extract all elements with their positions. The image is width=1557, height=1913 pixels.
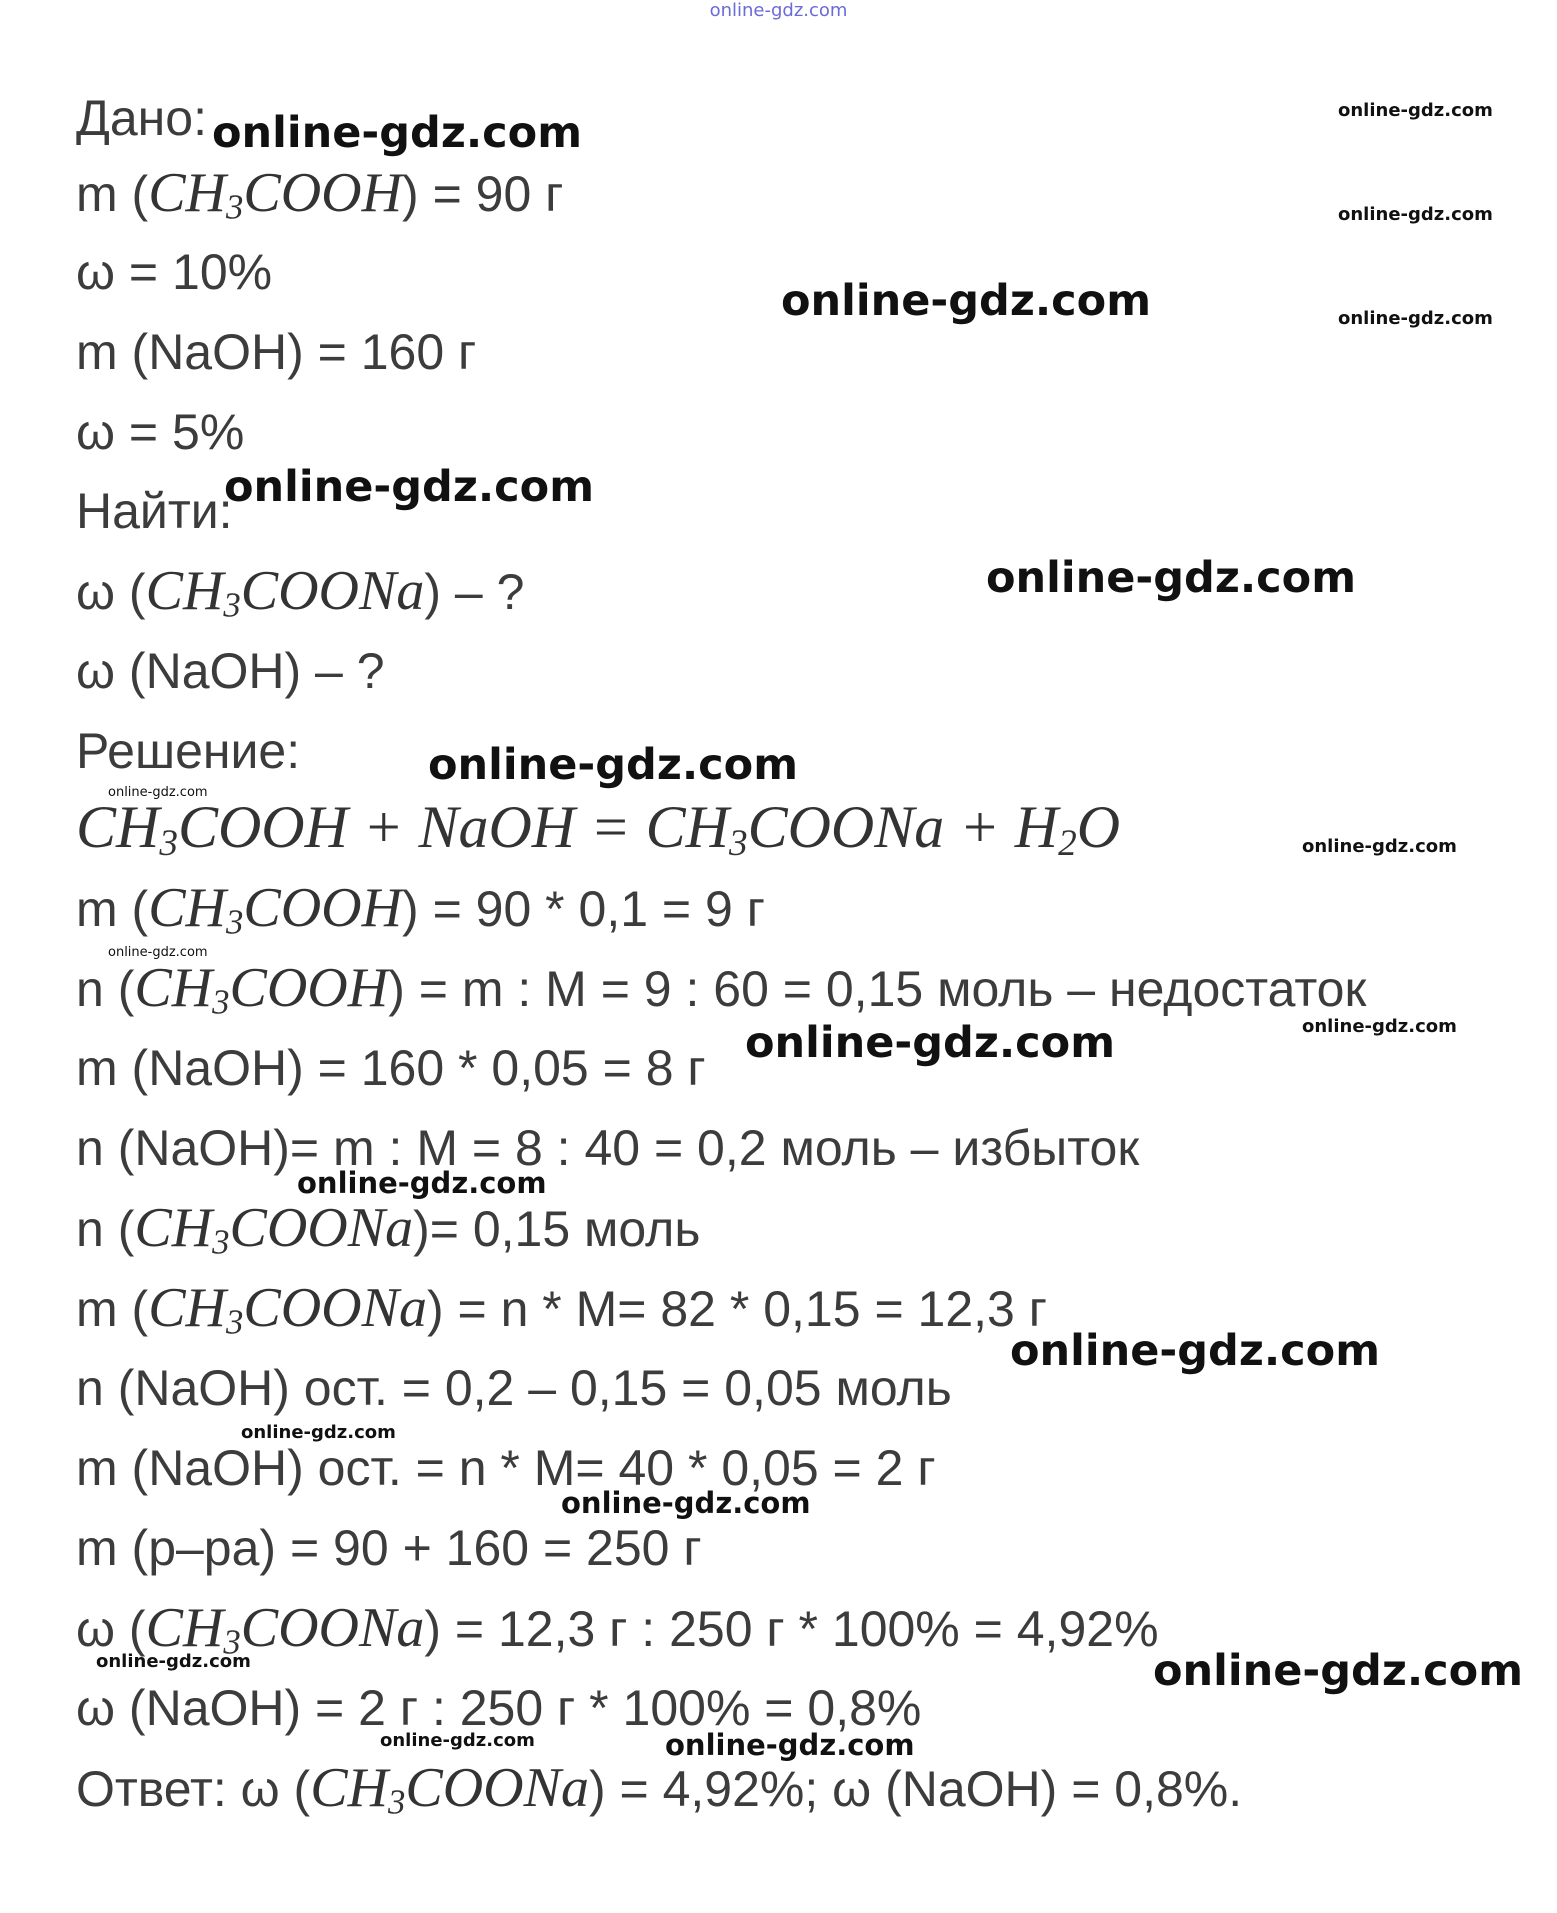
text-prefix: m ( (76, 166, 149, 222)
watermark: online-gdz.com (1338, 204, 1493, 225)
solution-line: n $(CH_3COONa)= 0,15$ моль (76, 1197, 701, 1262)
header-watermark: online-gdz.com (709, 0, 848, 21)
solution-heading: Решение: (76, 723, 301, 779)
solution-line: m $(CH_3COONa) = n * M= 82 * 0,15 = 12,3$ г (76, 1277, 1047, 1342)
given-acid-mass (76, 163, 563, 238)
watermark: online-gdz.com (986, 553, 1357, 603)
watermark: online-gdz.com (297, 1166, 547, 1200)
solution-line: m (NaOH) = 160 * 0,05 = 8 г (76, 1040, 706, 1096)
given-heading: Дано: (76, 90, 207, 146)
watermark: online-gdz.com (1338, 308, 1493, 329)
solution-line: ω $(CH_3COONa) = 12,3$ г : 250 г * 100% = 4,92% (76, 1597, 1159, 1662)
solution-line: n $(CH_3COOH) = m$ : M = 9 : 60 = 0,15 моль – недостаток (76, 957, 1367, 1022)
watermark: online-gdz.com (1153, 1646, 1524, 1696)
find-heading: Найти: (76, 483, 233, 539)
watermark: online-gdz.com (212, 108, 583, 158)
watermark: online-gdz.com (665, 1728, 915, 1762)
given-naoh-fraction: ω = 5% (76, 404, 245, 460)
watermark: online-gdz.com (96, 1651, 251, 1672)
watermark: online-gdz.com (108, 785, 208, 800)
find-naoh-fraction: ω (NaOH) – ? (76, 643, 385, 699)
watermark: online-gdz.com (781, 276, 1152, 326)
answer-line: Ответ: ω $(CH_3COONa) = 4,92\%$; ω (NaOH) = 0,8%. (76, 1757, 1243, 1822)
solution-line: ω (NaOH) = 2 г : 250 г * 100% = 0,8% (76, 1680, 922, 1736)
watermark: online-gdz.com (1338, 100, 1493, 121)
find-salt-fraction: ω $(CH_3COONa)$ – ? (76, 560, 525, 625)
solution-line: m $(CH_3COOH) = 90 * 0,1 = 9$ г (76, 877, 765, 942)
text-suffix: ) = 90 г (402, 166, 564, 222)
formula-salt: $CH_3COONa$ (145, 560, 425, 625)
watermark: online-gdz.com (428, 740, 799, 790)
solution-line: m (р–ра) = 90 + 160 = 250 г (76, 1520, 702, 1576)
watermark: online-gdz.com (561, 1486, 811, 1520)
watermark: online-gdz.com (1302, 836, 1457, 857)
watermark: online-gdz.com (1010, 1326, 1381, 1376)
reaction-equation: $CH_3COOH$ + NaOH = $CH_3COONa + H_2O$ (76, 794, 1121, 865)
watermark: online-gdz.com (241, 1422, 396, 1443)
solution-line: n (NaOH) ост. = 0,2 – 0,15 = 0,05 моль (76, 1360, 952, 1416)
formula-acid: $CH_3COOH$ (148, 162, 403, 227)
given-acid-fraction: ω = 10% (76, 244, 273, 300)
watermark: online-gdz.com (224, 462, 595, 512)
given-naoh-mass: m (NaOH) = 160 г (76, 324, 477, 380)
watermark: online-gdz.com (745, 1018, 1116, 1068)
solution-line: n (NaOH)= m : M = 8 : 40 = 0,2 моль – избыток (76, 1120, 1140, 1176)
solution-line: m (NaOH) ост. = n * M= 40 * 0,05 = 2 г (76, 1440, 936, 1496)
watermark: online-gdz.com (108, 945, 208, 960)
watermark: online-gdz.com (1302, 1016, 1457, 1037)
watermark: online-gdz.com (380, 1730, 535, 1751)
